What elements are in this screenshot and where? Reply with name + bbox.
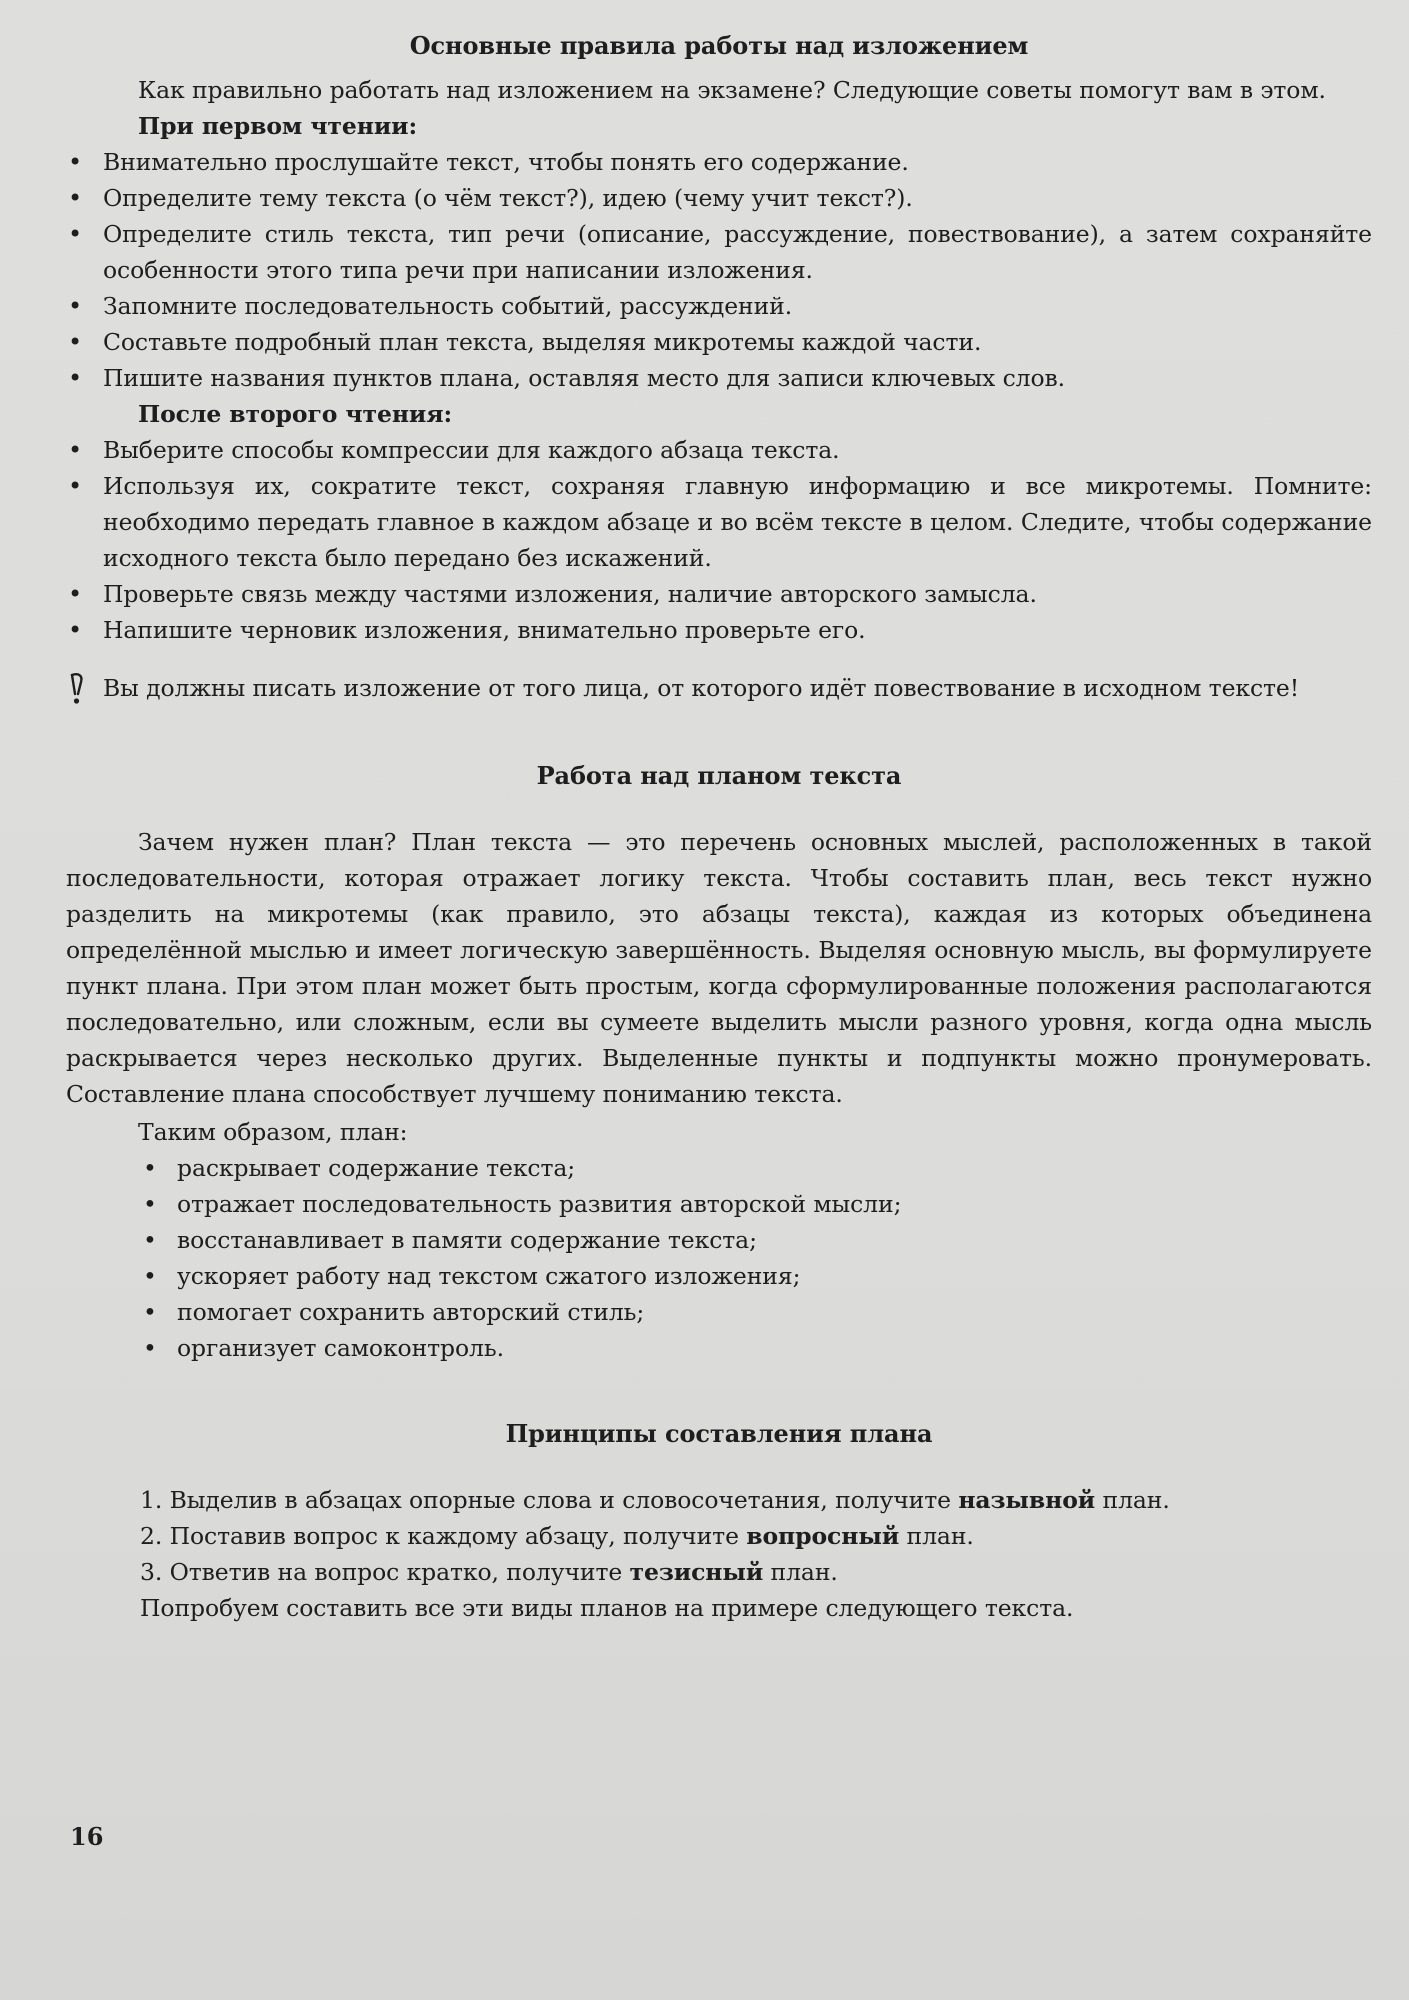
list-item: • Запомните последовательность событий, рассуждений.: [66, 288, 1372, 324]
principles-list: [66, 1482, 1372, 1626]
list-item: • помогает сохранить авторский стиль;: [140, 1294, 1372, 1330]
list-item: • Напишите черновик изложения, внимательно проверьте его.: [66, 612, 1372, 648]
plan-functions-list: [66, 1150, 1372, 1366]
list-item: • восстанавливает в памяти содержание текста;: [140, 1222, 1372, 1258]
first-reading-list: [66, 144, 1372, 396]
section-title-plan-work: Работа над планом текста: [536, 761, 902, 790]
list-item: • организует самоконтроль.: [140, 1330, 1372, 1366]
note-text: Вы должны писать изложение от того лица, от которого идёт повествование в исходном тексте!: [103, 674, 1300, 702]
list-item: 1. Выделив в абзацах опорные слова и словосочетания, получите назывной план.: [140, 1486, 1170, 1514]
list-item: • Определите стиль текста, тип речи (описание, рассуждение, повествование), а затем сохраняйте особенности этого типа речи при написании изложения.: [66, 216, 1372, 288]
section-title-principles: Принципы составления плана: [505, 1419, 933, 1448]
list-item: • Выберите способы компрессии для каждого абзаца текста.: [66, 432, 1372, 468]
second-reading-list: [66, 432, 1372, 648]
list-item: • отражает последовательность развития авторской мысли;: [140, 1186, 1372, 1222]
list-item: • Используя их, сократите текст, сохраняя главную информацию и все микротемы. Помните: необходимо передать главное в каждом абзаце и во всём тексте в целом. Следите, чтобы содержание исходного текста было передано без искажений.: [66, 468, 1372, 576]
second-reading-heading: После второго чтения:: [138, 400, 453, 428]
list-item: 3. Ответив на вопрос кратко, получите тезисный план.: [140, 1558, 838, 1586]
page-content: [66, 26, 1372, 1626]
intro-paragraph: Как правильно работать над изложением на экзамене? Следующие советы помогут вам в этом.: [138, 76, 1326, 104]
list-item: • Пишите названия пунктов плана, оставляя место для записи ключевых слов.: [66, 360, 1372, 396]
list-item: • Проверьте связь между частями изложения, наличие авторского замысла.: [66, 576, 1372, 612]
list-item: • ускоряет работу над текстом сжатого изложения;: [140, 1258, 1372, 1294]
plan-paragraph: Зачем нужен план? План текста — это перечень основных мыслей, расположенных в такой последовательности, которая отражает логику текста. Чтобы составить план, весь текст нужно разделить на микротемы (как правило, это абзацы текста), каждая из которых объединена определённой мыслью и имеет логическую завершённость. Выделяя основную мысль, вы формулируете пункт плана. При этом план может быть простым, когда сформулированные положения располагаются последовательно, или сложным, если вы сумеете выделить мысли разного уровня, когда одна мысль раскрывается через несколько других. Выделенные пункты и подпункты можно пронумеровать. Составление плана способствует лучшему пониманию текста.: [66, 828, 1372, 1108]
first-reading-heading: При первом чтении:: [138, 112, 418, 140]
closing-sentence: Попробуем составить все эти виды планов на примере следующего текста.: [140, 1594, 1074, 1622]
list-item: 2. Поставив вопрос к каждому абзацу, получите вопросный план.: [140, 1522, 974, 1550]
plan-list-intro: Таким образом, план:: [138, 1118, 408, 1146]
page-number: 16: [70, 1822, 104, 1851]
exclamation-icon: [66, 672, 88, 706]
important-note: [66, 670, 1372, 706]
list-item: • Составьте подробный план текста, выделяя микротемы каждой части.: [66, 324, 1372, 360]
list-item: • Определите тему текста (о чём текст?), идею (чему учит текст?).: [66, 180, 1372, 216]
list-item: • Внимательно прослушайте текст, чтобы понять его содержание.: [66, 144, 1372, 180]
list-item: • раскрывает содержание текста;: [140, 1150, 1372, 1186]
section-title-rules: Основные правила работы над изложением: [409, 31, 1029, 60]
